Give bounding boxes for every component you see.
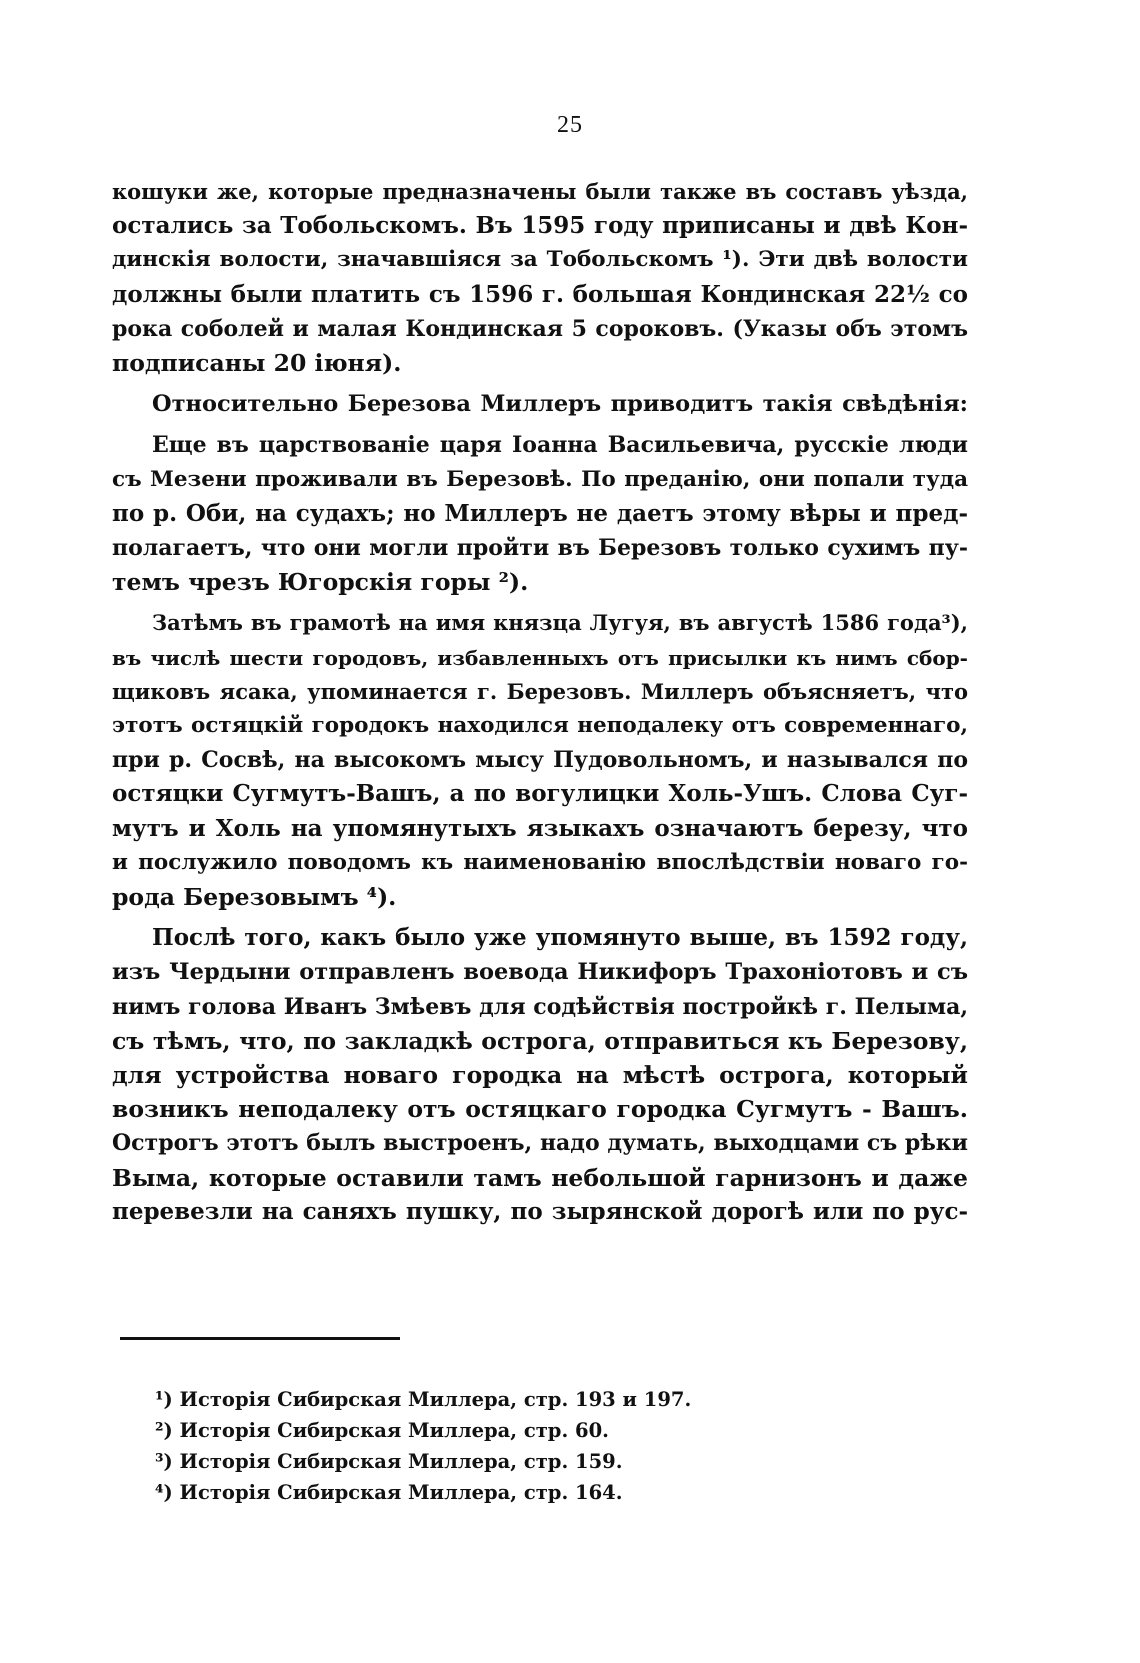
text-line: полагаетъ, что они могли пройти въ Березовъ только сухимъ пу- (112, 535, 968, 562)
text-line: съ Мезени проживали въ Березовѣ. По преданію, они попали туда (112, 466, 968, 492)
text-line: и послужило поводомъ къ наименованію впослѣдствіи новаго го- (112, 849, 968, 875)
text-line: для устройства новаго городка на мѣстѣ острога, который (112, 1061, 968, 1090)
paragraph-4 (112, 606, 968, 914)
body-text (112, 175, 968, 1236)
text-line: темъ чрезъ Югорскія горы ²). (112, 568, 529, 597)
paragraph-2 (112, 387, 968, 421)
page-number: 25 (557, 112, 583, 138)
paragraph-5 (112, 921, 968, 1229)
text-line: съ тѣмъ, что, по закладкѣ острога, отправиться къ Березову, (112, 1026, 968, 1055)
text-line: перевезли на саняхъ пушку, по зырянской дорогѣ или по рус- (112, 1197, 968, 1225)
paragraph-1 (112, 175, 968, 380)
text-line: рода Березовымъ ⁴). (112, 883, 397, 912)
footnote-2: ²) Исторія Сибирская Миллера, стр. 60. (155, 1419, 609, 1442)
footnote-3: ³) Исторія Сибирская Миллера, стр. 159. (155, 1450, 623, 1473)
text-line: этотъ остяцкій городокъ находился неподалеку отъ современнаго, (112, 713, 968, 739)
text-line: Относительно Березова Миллеръ приводитъ такія свѣдѣнія: (152, 391, 968, 418)
text-line: рока соболей и малая Кондинская 5 сороковъ. (Указы объ этомъ (112, 315, 968, 342)
footnote-divider (120, 1337, 400, 1340)
text-line: остались за Тобольскомъ. Въ 1595 году приписаны и двѣ Кон- (112, 212, 968, 240)
text-line: динскія волости, значавшіяся за Тобольскомъ ¹). Эти двѣ волости (112, 247, 968, 273)
text-line: Еще въ царствованіе царя Іоанна Васильевича, русскіе люди (152, 432, 968, 459)
text-line: при р. Сосвѣ, на высокомъ мысу Пудовольномъ, и назывался по (112, 747, 968, 774)
text-line: Вымa, которые оставили тамъ небольшой гарнизонъ и даже (112, 1163, 968, 1192)
text-line: нимъ голова Иванъ Змѣевъ для содѣйствія постройкѣ г. Пелыма, (112, 993, 968, 1020)
text-line: Затѣмъ въ грамотѣ на имя князца Лугуя, въ августѣ 1586 года³), (152, 610, 968, 636)
text-line: Острогъ этотъ былъ выстроенъ, надо думать, выходцами съ рѣки (112, 1130, 968, 1157)
text-line: щиковъ ясака, упоминается г. Березовъ. Миллеръ объясняетъ, что (112, 678, 968, 704)
footnote-4: ⁴) Исторія Сибирская Миллера, стр. 164. (155, 1481, 623, 1504)
text-line: мутъ и Холь на упомянутыхъ языкахъ означаютъ березу, что (112, 814, 968, 842)
text-line: подписаны 20 іюня). (112, 349, 402, 378)
text-line: изъ Чердыни отправленъ воевода Никифоръ Трахоніотовъ и съ (112, 959, 968, 986)
text-line: Послѣ того, какъ было уже упомянуто выше, въ 1592 году, (152, 924, 968, 952)
text-line: должны были платить съ 1596 г. большая Кондинская 22½ со (112, 280, 968, 308)
text-line: возникъ неподалеку отъ остяцкаго городка Сугмутъ - Вашъ. (112, 1095, 968, 1124)
text-line: въ числѣ шести городовъ, избавленныхъ отъ присылки къ нимъ сбор- (112, 645, 968, 670)
text-line: остяцки Сугмутъ-Вашъ, а по вогулицки Холь-Ушъ. Слова Суг- (112, 780, 968, 808)
text-line: по р. Оби, на судахъ; но Миллеръ не даетъ этому вѣры и пред- (112, 499, 968, 527)
paragraph-3 (112, 428, 968, 599)
text-line: кошуки же, которые предназначены были также въ составъ уѣзда, (112, 179, 968, 204)
footnote-1: ¹) Исторія Сибирская Миллера, стр. 193 и 197. (155, 1388, 692, 1411)
footnotes (155, 1384, 691, 1508)
